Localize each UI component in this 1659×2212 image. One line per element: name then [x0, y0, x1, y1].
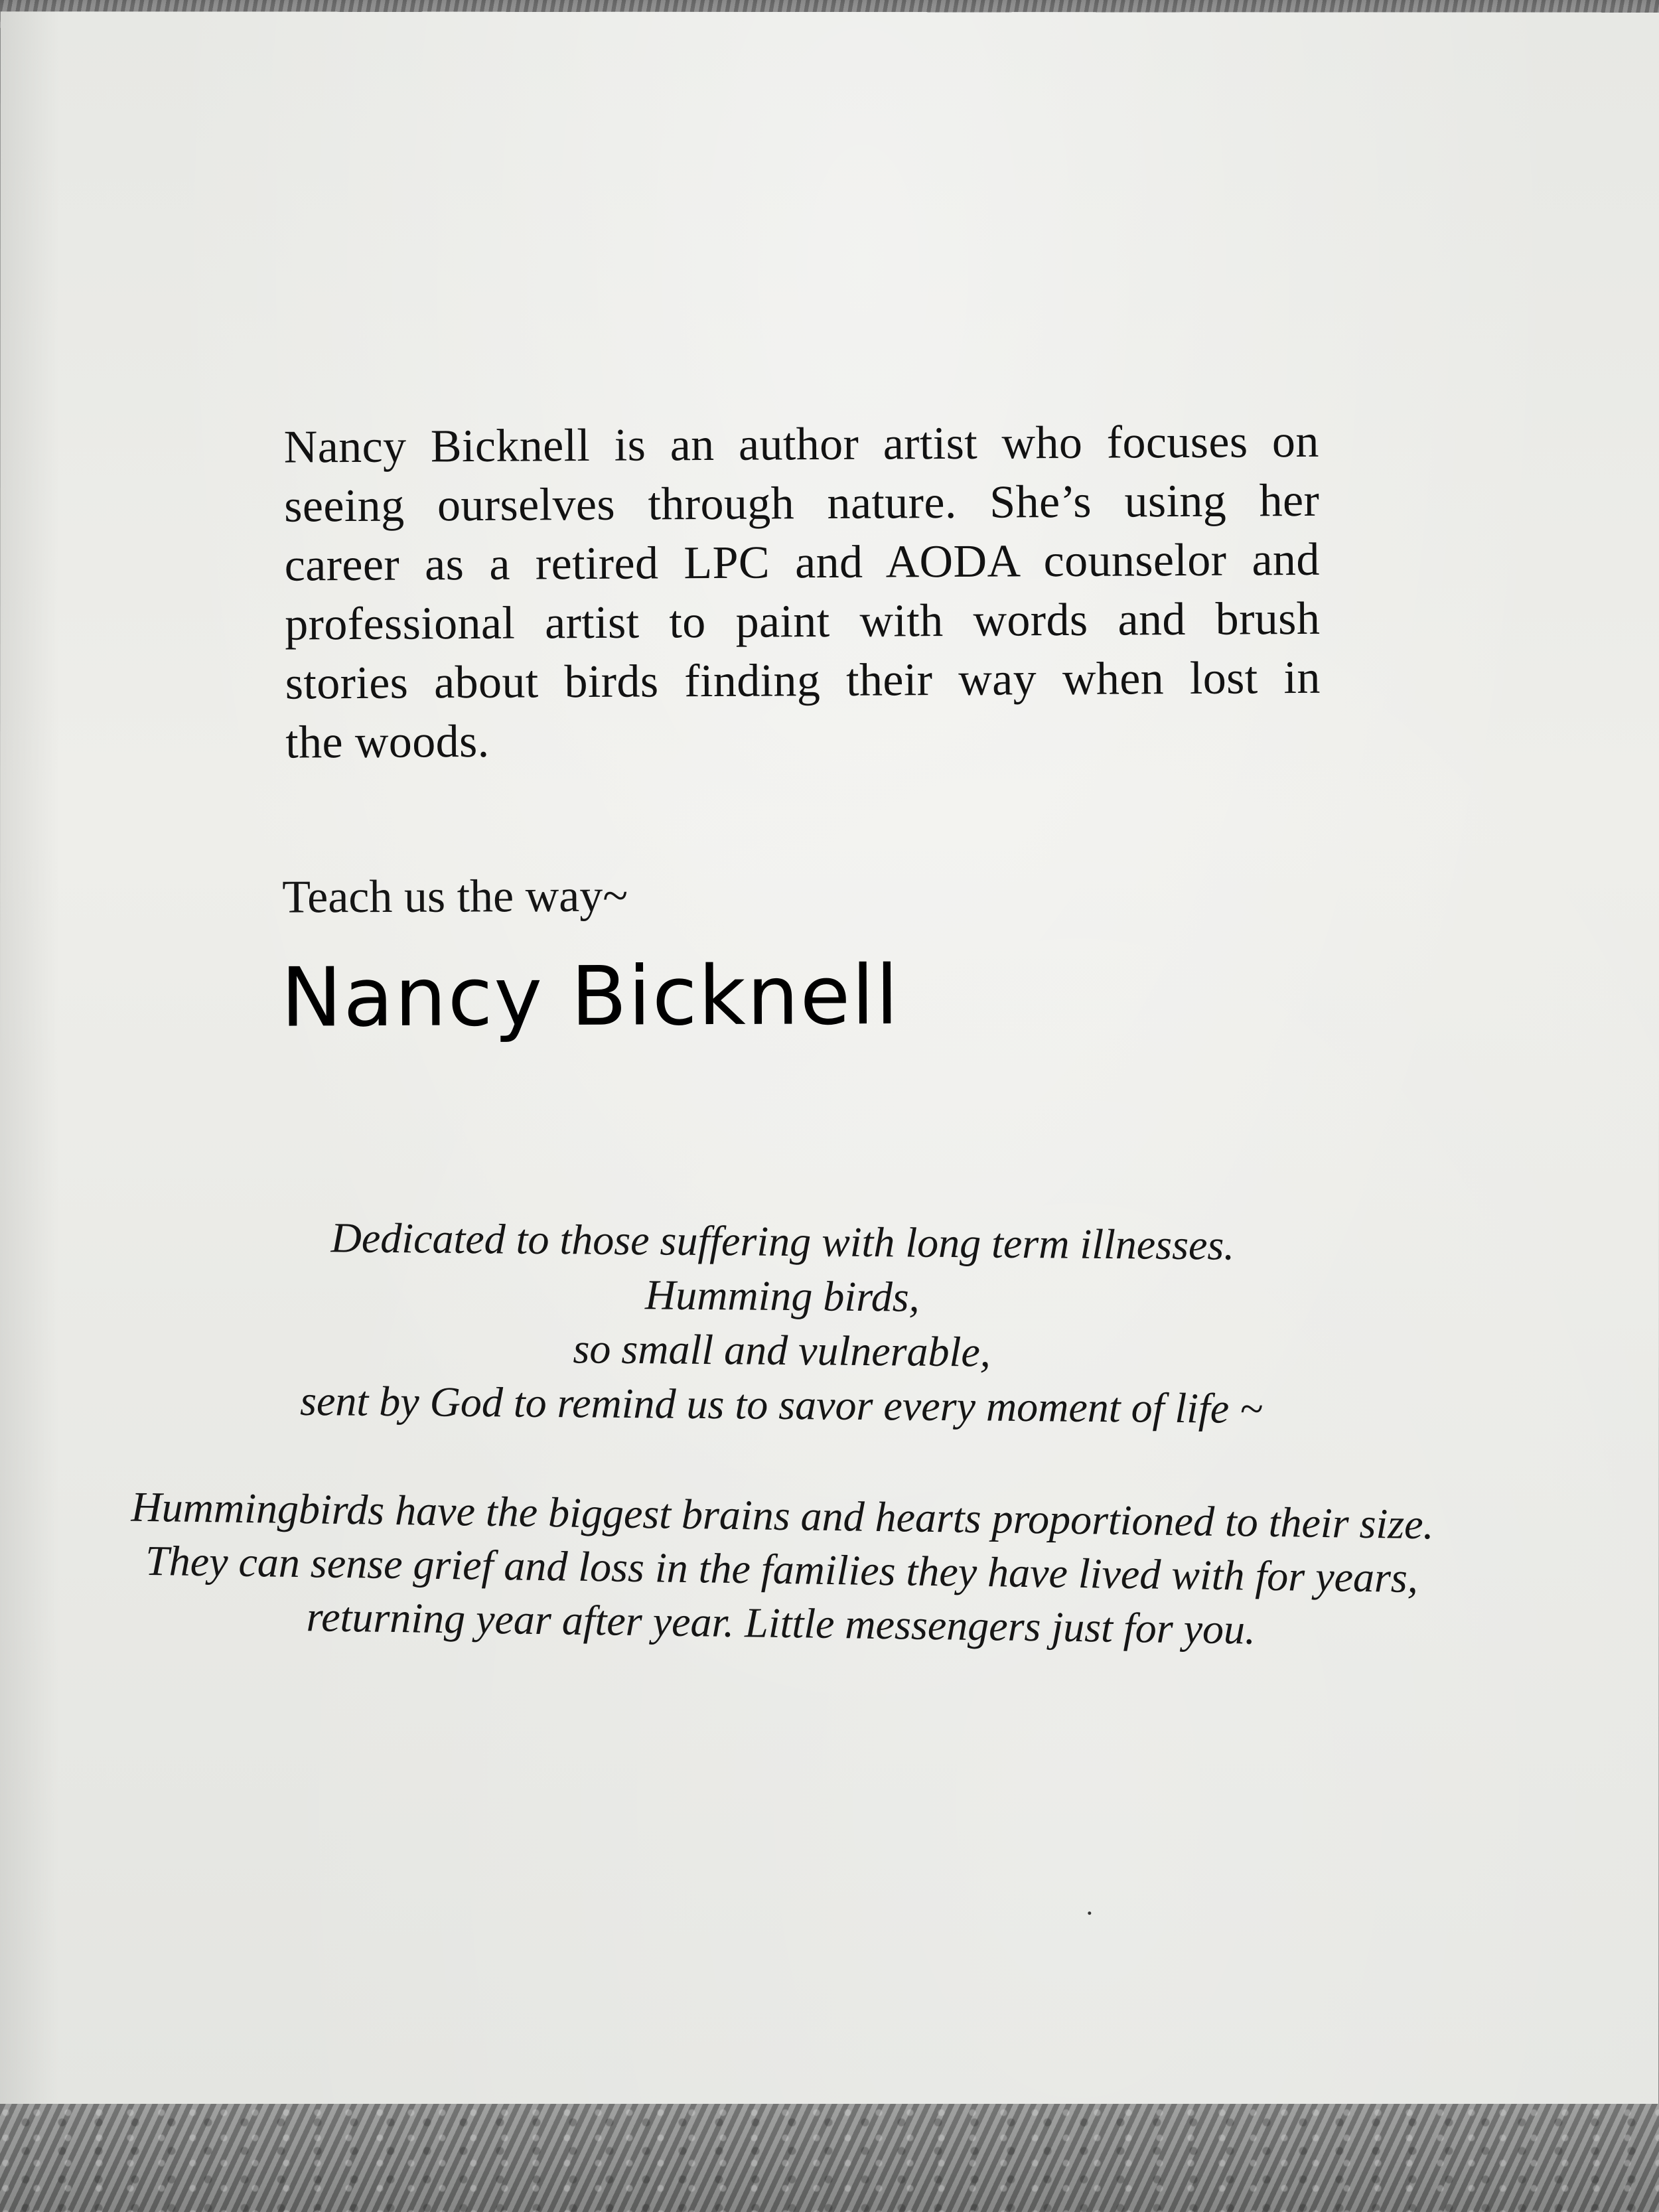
author-bio-line: career as a retired LPC and AODA counselor and [284, 534, 1320, 591]
author-bio-line: professional artist to paint with words and brush [285, 593, 1321, 650]
author-bio-line: stories about birds finding their way when lost in [285, 652, 1321, 709]
book-page [0, 11, 1659, 2119]
dedication [210, 1210, 1354, 1437]
hummingbird-note-line: returning year after year. Little messengers just for you. [306, 1593, 1256, 1653]
page-left-shadow [0, 11, 60, 2118]
dedication-line: so small and vulnerable, [573, 1325, 991, 1376]
paper-speck [1088, 1911, 1091, 1915]
hummingbird-note [77, 1479, 1486, 1660]
author-bio [284, 412, 1321, 773]
author-bio-line: Nancy Bicknell is an author artist who focuses on [283, 415, 1319, 473]
dedication-line: Dedicated to those suffering with long term illnesses. [330, 1214, 1235, 1269]
dedication-line: Humming birds, [644, 1271, 920, 1321]
hummingbird-note-line: They can sense grief and loss in the families they have lived with for years, [145, 1536, 1419, 1602]
author-bio-line: seeing ourselves through nature. She’s using her [284, 475, 1320, 532]
author-bio-line: the woods. [285, 715, 490, 769]
closing-line: Teach us the way~ [282, 870, 628, 923]
dedication-line: sent by God to remind us to savor every moment of life ~ [299, 1376, 1263, 1433]
hummingbird-note-line: Hummingbirds have the biggest brains and hearts proportioned to their size. [131, 1483, 1435, 1548]
carpet-background-bottom [0, 2104, 1659, 2212]
author-signature: Nancy Bicknell [281, 948, 900, 1046]
